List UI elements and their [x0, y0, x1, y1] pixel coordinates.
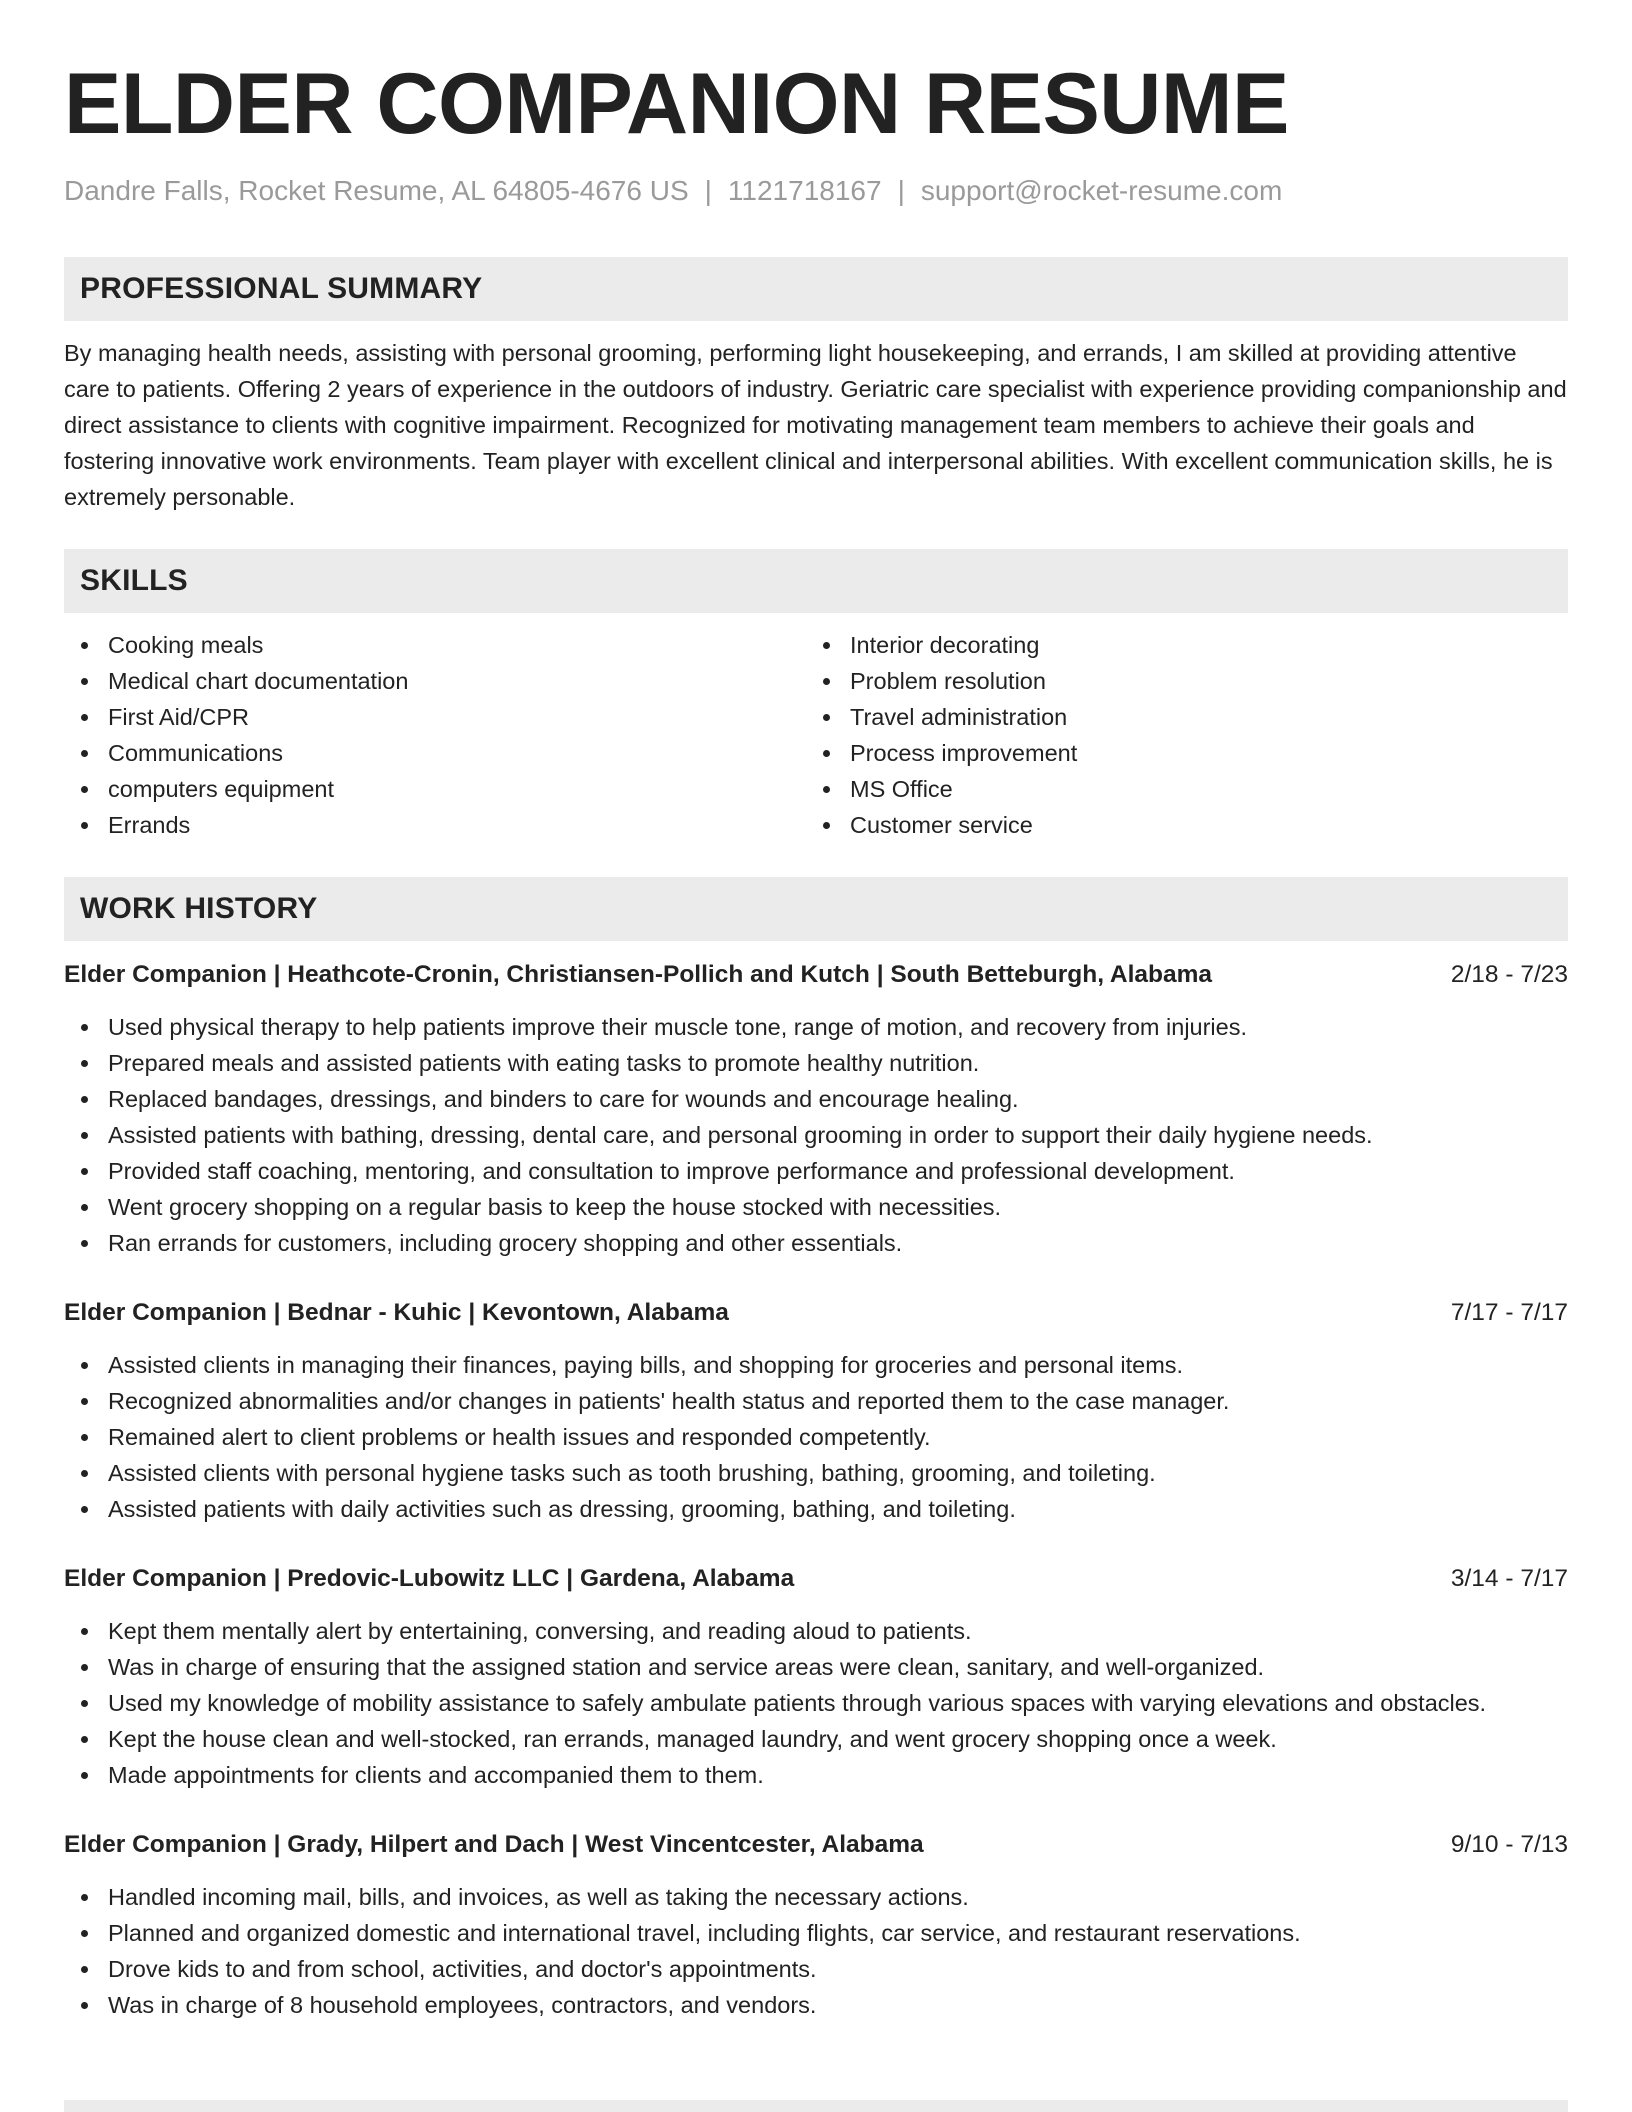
job-title: Elder Companion | Grady, Hilpert and Dach | West Vincentcester, Alabama [64, 1831, 924, 1858]
skill-item: Medical chart documentation [64, 663, 806, 699]
job-bullet: Assisted patients with daily activities such as dressing, grooming, bathing, and toileting. [64, 1491, 1568, 1527]
job-bullet: Assisted patients with bathing, dressing, dental care, and personal grooming in order to support their daily hygiene needs. [64, 1117, 1568, 1153]
job-bullets [64, 1613, 1568, 1793]
job-header [64, 1561, 1568, 1597]
summary-heading: PROFESSIONAL SUMMARY [64, 257, 1568, 321]
job-bullet: Drove kids to and from school, activities, and doctor's appointments. [64, 1951, 1568, 1987]
job-bullets [64, 1347, 1568, 1527]
skills-column-right [806, 627, 1548, 843]
job-header [64, 1827, 1568, 1863]
contact-email: support@rocket-resume.com [920, 175, 1283, 206]
job-bullet: Ran errands for customers, including grocery shopping and other essentials. [64, 1225, 1568, 1261]
job-title: Elder Companion | Bednar - Kuhic | Kevontown, Alabama [64, 1299, 729, 1326]
job-bullet: Kept them mentally alert by entertaining, conversing, and reading aloud to patients. [64, 1613, 1568, 1649]
skill-item: First Aid/CPR [64, 699, 806, 735]
job-bullet: Planned and organized domestic and international travel, including flights, car service, and restaurant reservations. [64, 1915, 1568, 1951]
skill-item: Problem resolution [806, 663, 1548, 699]
skill-item: Process improvement [806, 735, 1548, 771]
job-entry [64, 1827, 1568, 2023]
job-dates: 7/17 - 7/17 [1450, 1299, 1568, 1326]
job-bullets [64, 1009, 1568, 1261]
summary-text: By managing health needs, assisting with personal grooming, performing light housekeeping, and errands, I am skilled at providing attentive care to patients. Offering 2 years of experience in the outdoors of industry. Geriatric care specialist with experience providing companionship and direct assistance to clients with cognitive impairment. Recognized for motivating management team members to achieve their goals and fostering innovative work environments. Team player with excellent clinical and interpersonal abilities. With excellent communication skills, he is extremely personable. [64, 340, 1567, 510]
skills-list [64, 627, 1568, 843]
job-entry [64, 957, 1568, 1261]
job-entry [64, 1561, 1568, 1793]
next-section-heading-bar [64, 2100, 1568, 2112]
skill-item: Cooking meals [64, 627, 806, 663]
job-bullet: Provided staff coaching, mentoring, and consultation to improve performance and professional development. [64, 1153, 1568, 1189]
contact-separator: | [704, 175, 712, 206]
job-bullets [64, 1879, 1568, 2023]
job-bullet: Kept the house clean and well-stocked, ran errands, managed laundry, and went grocery shopping once a week. [64, 1721, 1568, 1757]
job-header [64, 957, 1568, 993]
resume-page [64, 0, 1568, 2023]
work-history-heading: WORK HISTORY [64, 877, 1568, 941]
job-header [64, 1295, 1568, 1331]
resume-title: ELDER COMPANION RESUME [64, 56, 1289, 152]
skill-item: Interior decorating [806, 627, 1548, 663]
contact-address: Dandre Falls, Rocket Resume, AL 64805-4676 US [64, 175, 689, 206]
job-bullet: Was in charge of 8 household employees, contractors, and vendors. [64, 1987, 1568, 2023]
job-bullet: Used my knowledge of mobility assistance to safely ambulate patients through various spaces with varying elevations and obstacles. [64, 1685, 1568, 1721]
skill-item: Errands [64, 807, 806, 843]
skills-heading: SKILLS [64, 549, 1568, 613]
skill-item: Customer service [806, 807, 1548, 843]
contact-separator: | [897, 175, 905, 206]
job-dates: 9/10 - 7/13 [1450, 1831, 1568, 1858]
job-bullet: Assisted clients in managing their finances, paying bills, and shopping for groceries and personal items. [64, 1347, 1568, 1383]
contact-line [64, 174, 1568, 208]
job-bullet: Made appointments for clients and accompanied them to them. [64, 1757, 1568, 1793]
job-bullet: Recognized abnormalities and/or changes in patients' health status and reported them to the case manager. [64, 1383, 1568, 1419]
job-bullet: Used physical therapy to help patients improve their muscle tone, range of motion, and recovery from injuries. [64, 1009, 1568, 1045]
skill-item: Communications [64, 735, 806, 771]
job-bullet: Replaced bandages, dressings, and binders to care for wounds and encourage healing. [64, 1081, 1568, 1117]
job-bullet: Prepared meals and assisted patients with eating tasks to promote healthy nutrition. [64, 1045, 1568, 1081]
contact-phone: 1121718167 [727, 175, 882, 206]
skills-column-left [64, 627, 806, 843]
job-bullet: Was in charge of ensuring that the assigned station and service areas were clean, sanitary, and well-organized. [64, 1649, 1568, 1685]
job-bullet: Remained alert to client problems or health issues and responded competently. [64, 1419, 1568, 1455]
job-dates: 2/18 - 7/23 [1450, 961, 1568, 988]
job-bullet: Went grocery shopping on a regular basis to keep the house stocked with necessities. [64, 1189, 1568, 1225]
skill-item: MS Office [806, 771, 1548, 807]
job-bullet: Assisted clients with personal hygiene tasks such as tooth brushing, bathing, grooming, and toileting. [64, 1455, 1568, 1491]
job-title: Elder Companion | Heathcote-Cronin, Christiansen-Pollich and Kutch | South Betteburgh, Alabama [64, 961, 1213, 988]
job-bullet: Handled incoming mail, bills, and invoices, as well as taking the necessary actions. [64, 1879, 1568, 1915]
job-dates: 3/14 - 7/17 [1450, 1565, 1568, 1592]
skill-item: computers equipment [64, 771, 806, 807]
job-title: Elder Companion | Predovic-Lubowitz LLC | Gardena, Alabama [64, 1565, 795, 1592]
job-entry [64, 1295, 1568, 1527]
skill-item: Travel administration [806, 699, 1548, 735]
